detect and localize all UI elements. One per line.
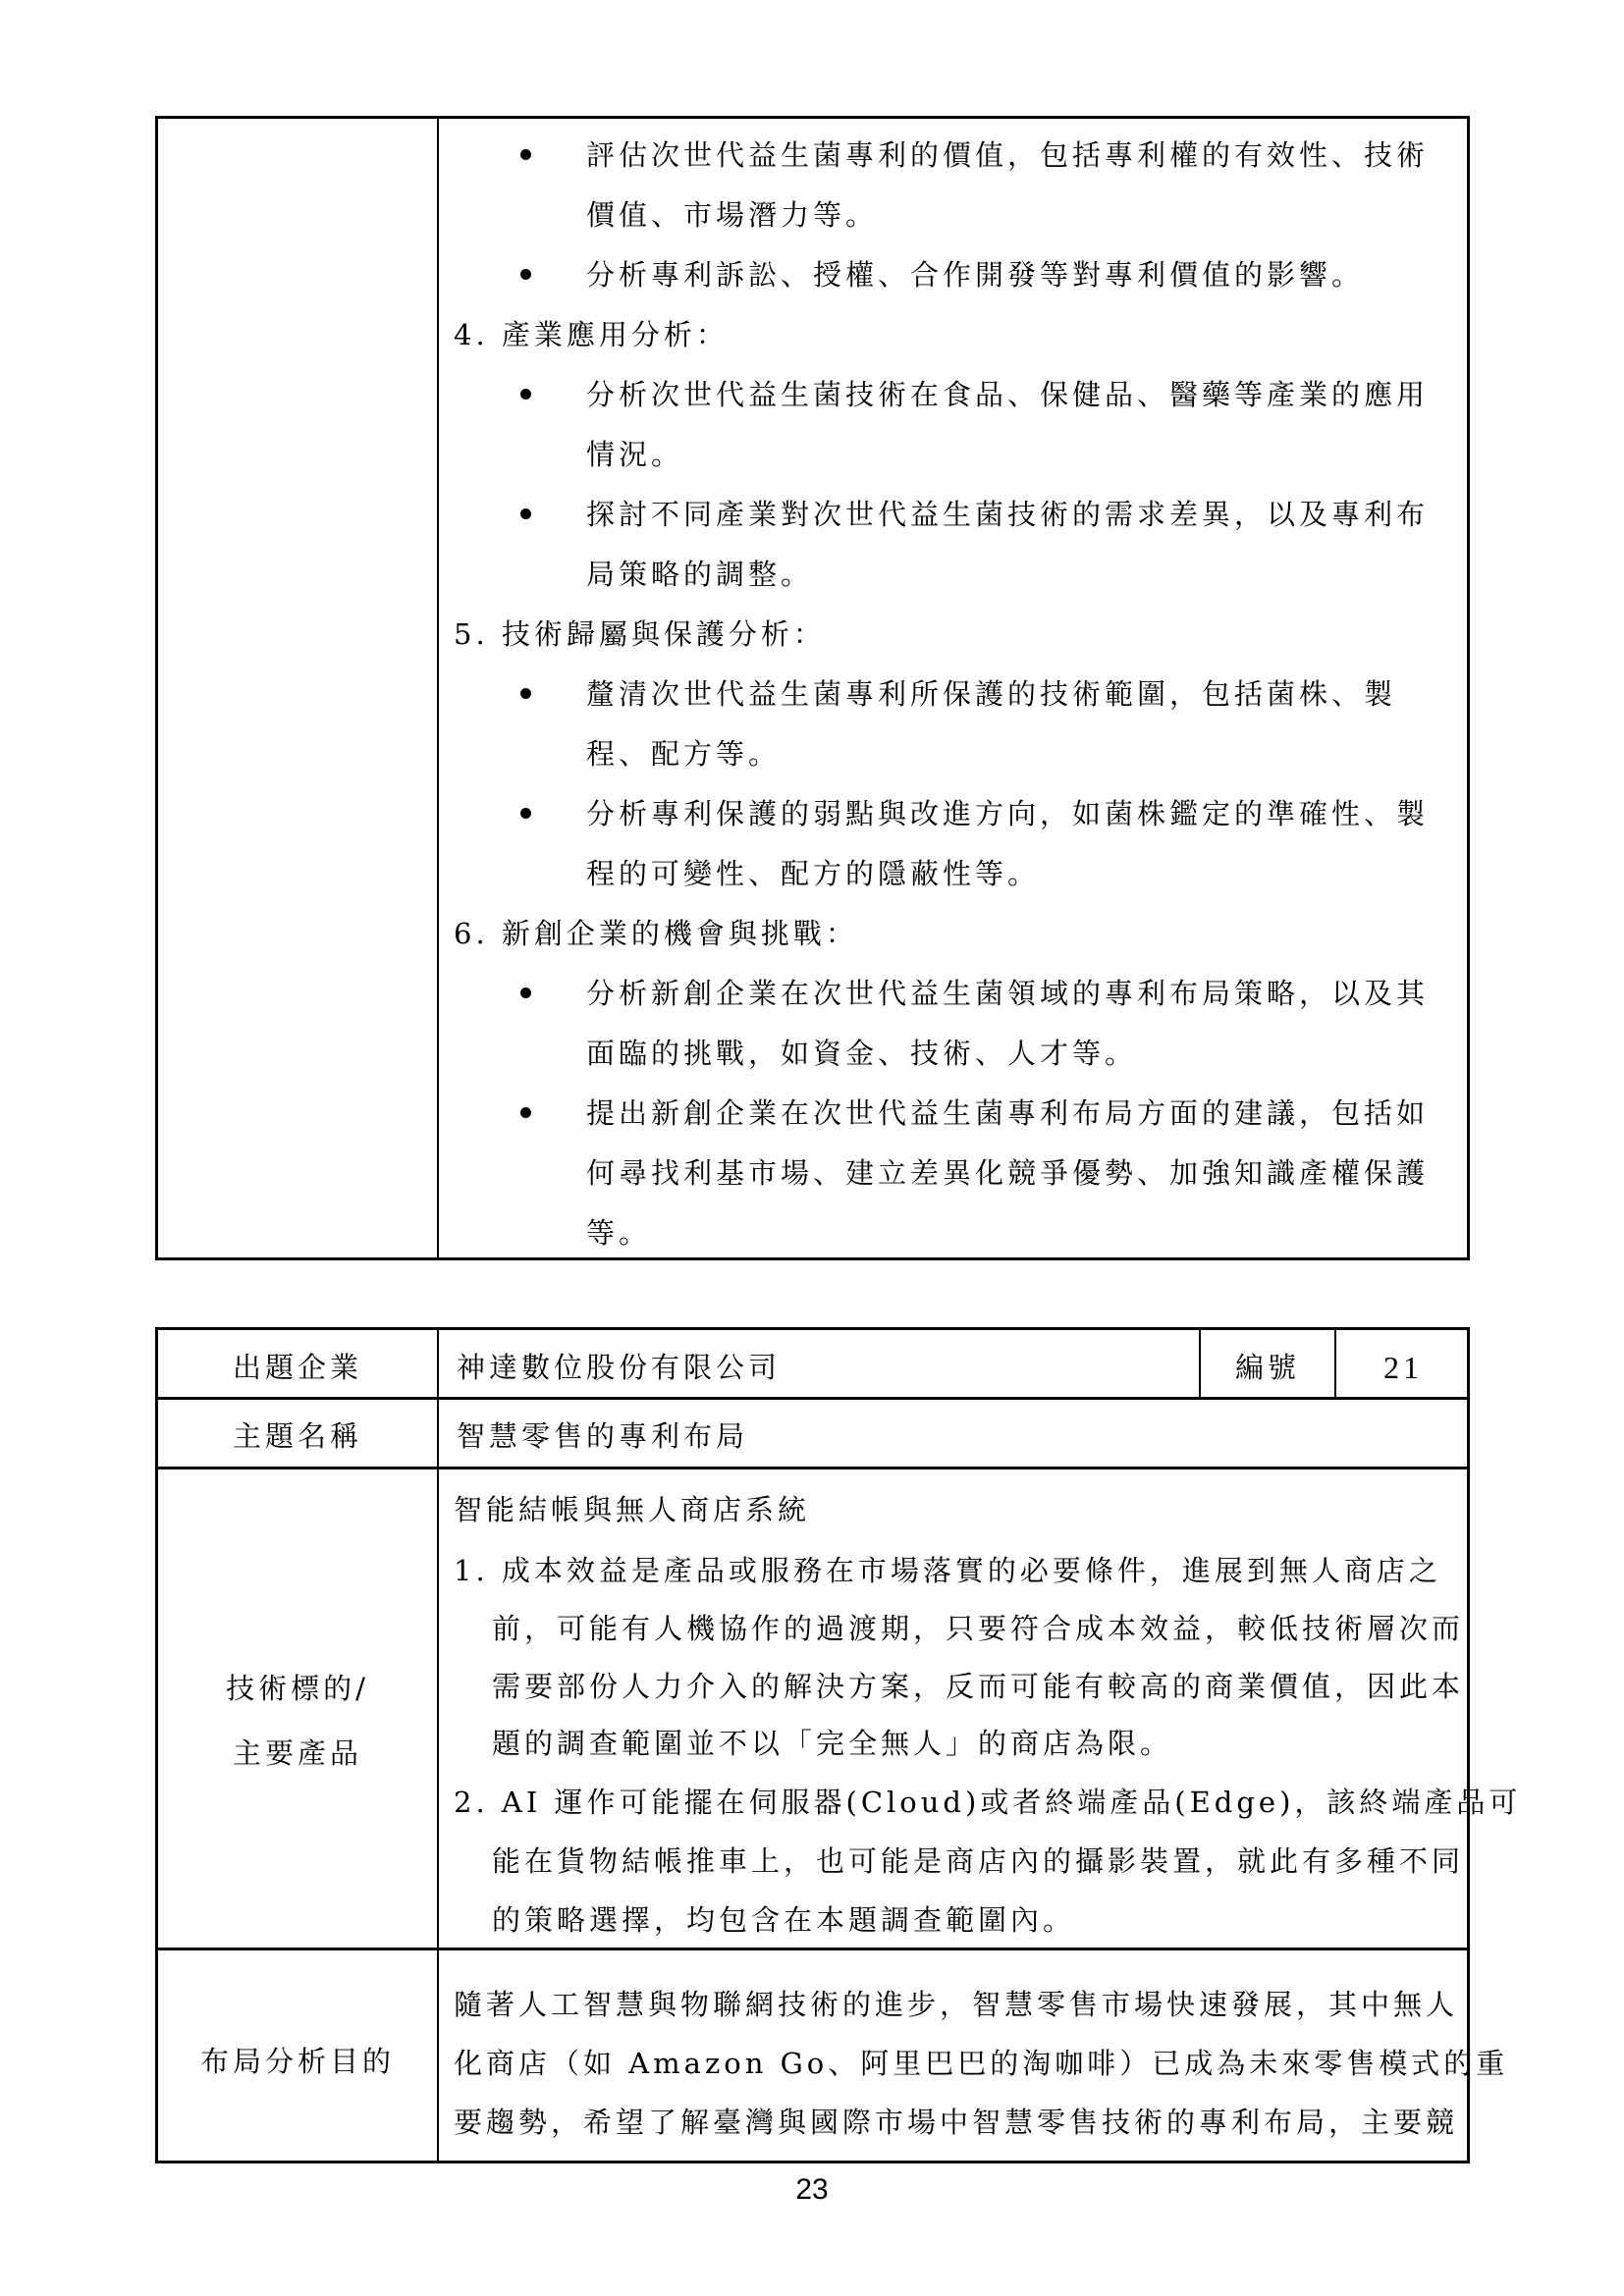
section-heading: 4. 產業應用分析： bbox=[454, 318, 729, 351]
target-text-line: 智能結帳與無人商店系統 bbox=[454, 1493, 811, 1526]
company-label: 出題企業 bbox=[232, 1351, 362, 1384]
bullet-text-line: 探討不同產業對次世代益生菌技術的需求差異，以及專利布 bbox=[586, 498, 1430, 531]
target-text-line: 能在貨物結帳推車上，也可能是商店內的攝影裝置，就此有多種不同 bbox=[492, 1844, 1465, 1878]
purpose-text-line: 化商店（如 Amazon Go、阿里巴巴的淘咖啡）已成為未來零售模式的重 bbox=[454, 2047, 1509, 2080]
bullet-text-line: 分析新創企業在次世代益生菌領域的專利布局策略，以及其 bbox=[586, 977, 1430, 1010]
topic-value: 智慧零售的專利布局 bbox=[457, 1419, 749, 1453]
topic-table bbox=[155, 1327, 1522, 2163]
row-divider bbox=[158, 1397, 1467, 1400]
bullet-icon bbox=[520, 988, 531, 998]
target-text-line: 題的調查範圍並不以「完全無人」的商店為限。 bbox=[492, 1727, 1173, 1760]
continued-table bbox=[155, 116, 1470, 1260]
section-heading: 6. 新創企業的機會與挑戰： bbox=[454, 917, 858, 950]
bullet-text-line: 釐清次世代益生菌專利所保護的技術範圍，包括菌株、製 bbox=[586, 677, 1397, 711]
bullet-text-line: 程的可變性、配方的隱蔽性等。 bbox=[586, 857, 1041, 890]
bullet-text-line: 何尋找利基市場、建立差異化競爭優勢、加強知識產權保護 bbox=[586, 1156, 1430, 1190]
target-text-line: 前，可能有人機協作的過渡期，只要符合成本效益，較低技術層次而 bbox=[492, 1612, 1465, 1645]
bullet-icon bbox=[520, 688, 531, 699]
bullet-icon bbox=[520, 508, 531, 519]
target-label-line1: 技術標的/ bbox=[226, 1672, 369, 1705]
purpose-label: 布局分析目的 bbox=[199, 2045, 395, 2078]
bullet-text-line: 評估次世代益生菌專利的價值，包括專利權的有效性、技術 bbox=[586, 138, 1430, 172]
target-label-line2: 主要產品 bbox=[232, 1736, 362, 1770]
bullet-text-line: 分析專利訴訟、授權、合作開發等對專利價值的影響。 bbox=[586, 258, 1365, 292]
bullet-text-line: 程、配方等。 bbox=[586, 737, 782, 771]
bullet-icon bbox=[520, 808, 531, 819]
topic-label: 主題名稱 bbox=[232, 1419, 362, 1453]
bullet-icon bbox=[520, 269, 531, 280]
bullet-text-line: 等。 bbox=[586, 1216, 652, 1250]
section-heading: 5. 技術歸屬與保護分析： bbox=[454, 617, 826, 651]
bullet-text-line: 局策略的調整。 bbox=[586, 558, 814, 591]
bullet-text-line: 價值、市場潛力等。 bbox=[586, 198, 879, 232]
target-text-line: 1. 成本效益是產品或服務在市場落實的必要條件，進展到無人商店之 bbox=[454, 1554, 1441, 1587]
column-divider bbox=[437, 119, 439, 1257]
column-divider bbox=[437, 1330, 439, 2161]
number-value: 21 bbox=[1383, 1350, 1423, 1385]
row-divider bbox=[158, 1948, 1467, 1950]
page-number: 23 bbox=[795, 2173, 829, 2206]
bullet-icon bbox=[520, 149, 531, 160]
bullet-text-line: 情況。 bbox=[586, 438, 684, 471]
company-value: 神達數位股份有限公司 bbox=[457, 1351, 782, 1384]
bullet-text-line: 分析專利保護的弱點與改進方向，如菌株鑑定的準確性、製 bbox=[586, 797, 1430, 830]
bullet-icon bbox=[520, 1107, 531, 1118]
bullet-icon bbox=[520, 389, 531, 400]
bullet-text-line: 分析次世代益生菌技術在食品、保健品、醫藥等產業的應用 bbox=[586, 378, 1430, 411]
target-text-line: 的策略選擇，均包含在本題調查範圍內。 bbox=[492, 1903, 1076, 1937]
purpose-text-line: 隨著人工智慧與物聯網技術的進步，智慧零售市場快速發展，其中無人 bbox=[454, 1988, 1459, 2021]
row-divider bbox=[158, 1467, 1467, 1469]
purpose-text-line: 要趨勢，希望了解臺灣與國際市場中智慧零售技術的專利布局，主要競 bbox=[454, 2106, 1459, 2139]
target-text-line: 2. AI 運作可能擺在伺服器(Cloud)或者終端產品(Edge)，該終端產品可 bbox=[454, 1786, 1522, 1819]
bullet-text-line: 提出新創企業在次世代益生菌專利布局方面的建議，包括如 bbox=[586, 1096, 1430, 1130]
bullet-text-line: 面臨的挑戰，如資金、技術、人才等。 bbox=[586, 1037, 1138, 1070]
target-text-line: 需要部份人力介入的解決方案，反而可能有較高的商業價值，因此本 bbox=[492, 1670, 1465, 1703]
number-label: 編號 bbox=[1234, 1351, 1300, 1384]
